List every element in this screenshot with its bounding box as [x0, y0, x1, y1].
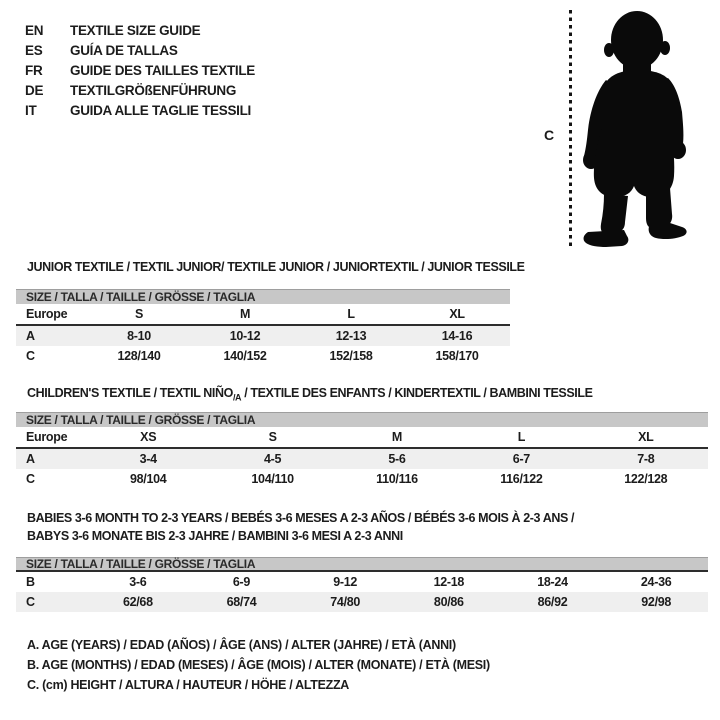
table-cell: M [391, 430, 403, 444]
title-line: BABYS 3-6 MONATE BIS 2-3 JAHRE / BAMBINI 3-6 MESI A 2-3 ANNI [27, 529, 403, 543]
table-cell: 152/158 [329, 349, 373, 363]
height-measure-label: C [544, 127, 555, 143]
table-cell: 6-9 [232, 575, 251, 589]
table-cell: 8-10 [127, 329, 151, 343]
table-cell: 24-36 [640, 575, 672, 589]
row-label: B [26, 575, 35, 589]
language-title: GUIDA ALLE TAGLIE TESSILI [70, 102, 251, 118]
toddler-silhouette-icon [578, 8, 690, 254]
row-label: C [26, 349, 35, 363]
row-label: Europe [26, 307, 68, 321]
table-cell: 5-6 [388, 452, 406, 466]
table-cell: 6-7 [512, 452, 530, 466]
language-code: ES [25, 42, 43, 58]
title-text: CHILDREN'S TEXTILE / TEXTIL NIÑO [27, 386, 233, 400]
title-subscript: /A [232, 392, 242, 403]
section-title-junior: JUNIOR TEXTILE / TEXTIL JUNIOR/ TEXTILE JUNIOR / JUNIORTEXTIL / JUNIOR TESSILE [27, 260, 525, 274]
table-row [16, 346, 510, 366]
table-cell: 62/68 [122, 595, 153, 609]
table-cell: 86/92 [537, 595, 568, 609]
table-cell: XL [638, 430, 654, 444]
table-cell: 12-18 [433, 575, 465, 589]
section-title-babies [27, 509, 574, 545]
list-item [25, 60, 255, 80]
table-cell: 92/98 [641, 595, 672, 609]
babies-size-table [16, 557, 708, 612]
language-code: FR [25, 62, 43, 78]
list-item [25, 100, 255, 120]
table-cell: XS [140, 430, 157, 444]
table-cell: 12-13 [335, 329, 367, 343]
row-label: C [26, 472, 35, 486]
table-cell: 104/110 [251, 472, 294, 486]
height-measure-dashed-line [569, 10, 572, 250]
size-header-bar: SIZE / TALLA / TAILLE / GRÖSSE / TAGLIA [16, 289, 510, 304]
children-size-table [16, 412, 708, 489]
language-title-list [25, 20, 255, 120]
table-cell: 4-5 [264, 452, 282, 466]
table-cell: 158/170 [435, 349, 479, 363]
size-header-bar: SIZE / TALLA / TAILLE / GRÖSSE / TAGLIA [16, 557, 708, 572]
title-line: BABIES 3-6 MONTH TO 2-3 YEARS / BEBÉS 3-6 MESES A 2-3 AÑOS / BÉBÉS 3-6 MOIS À 2-3 ANS / [27, 511, 575, 525]
row-label: A [26, 452, 35, 466]
list-item [25, 20, 255, 40]
table-cell: 116/122 [500, 472, 543, 486]
table-cell: 18-24 [537, 575, 568, 589]
junior-size-table [16, 289, 510, 366]
list-item [25, 40, 255, 60]
language-title: TEXTILGRÖßENFÜHRUNG [70, 82, 237, 98]
table-cell: 128/140 [117, 349, 161, 363]
table-cell: 110/116 [376, 472, 418, 486]
footnote-b: B. AGE (MONTHS) / EDAD (MESES) / ÂGE (MOIS) / ALTER (MONATE) / ETÀ (MESI) [27, 658, 490, 672]
row-label: C [26, 595, 35, 609]
table-cell: 3-6 [129, 575, 147, 589]
table-cell: XL [449, 307, 465, 321]
table-cell: 14-16 [441, 329, 473, 343]
table-row [16, 427, 708, 449]
table-row [16, 592, 708, 612]
table-cell: S [134, 307, 144, 321]
table-cell: 68/74 [226, 595, 257, 609]
language-title: TEXTILE SIZE GUIDE [70, 22, 201, 38]
language-code: EN [25, 22, 44, 38]
table-row [16, 326, 510, 346]
title-text: / TEXTILE DES ENFANTS / KINDERTEXTIL / BAMBINI TESSILE [241, 386, 593, 400]
section-title-children [27, 384, 593, 407]
row-label: A [26, 329, 35, 343]
row-label: Europe [26, 430, 68, 444]
table-row [16, 469, 708, 489]
language-title: GUIDE DES TAILLES TEXTILE [70, 62, 256, 78]
table-cell: 98/104 [129, 472, 167, 486]
table-cell: S [268, 430, 277, 444]
table-row [16, 304, 510, 326]
language-code: IT [25, 102, 37, 118]
size-header-bar: SIZE / TALLA / TAILLE / GRÖSSE / TAGLIA [16, 412, 708, 427]
table-cell: 9-12 [333, 575, 358, 589]
table-cell: L [517, 430, 526, 444]
footnote-legend [27, 638, 490, 698]
language-title: GUÍA DE TALLAS [70, 42, 178, 58]
table-cell: 3-4 [139, 452, 157, 466]
table-cell: 80/86 [433, 595, 464, 609]
table-cell: L [347, 307, 355, 321]
table-cell: 122/128 [624, 472, 668, 486]
table-cell: 74/80 [330, 595, 361, 609]
table-cell: 10-12 [229, 329, 261, 343]
language-code: DE [25, 82, 44, 98]
footnote-c: C. (cm) HEIGHT / ALTURA / HAUTEUR / HÖHE / ALTEZZA [27, 678, 350, 692]
table-cell: 140/152 [223, 349, 267, 363]
table-row [16, 572, 708, 592]
list-item [25, 80, 255, 100]
footnote-a: A. AGE (YEARS) / EDAD (AÑOS) / ÂGE (ANS) / ALTER (JAHRE) / ETÀ (ANNI) [27, 638, 456, 652]
table-cell: M [239, 307, 251, 321]
table-cell: 7-8 [637, 452, 655, 466]
table-row [16, 449, 708, 469]
